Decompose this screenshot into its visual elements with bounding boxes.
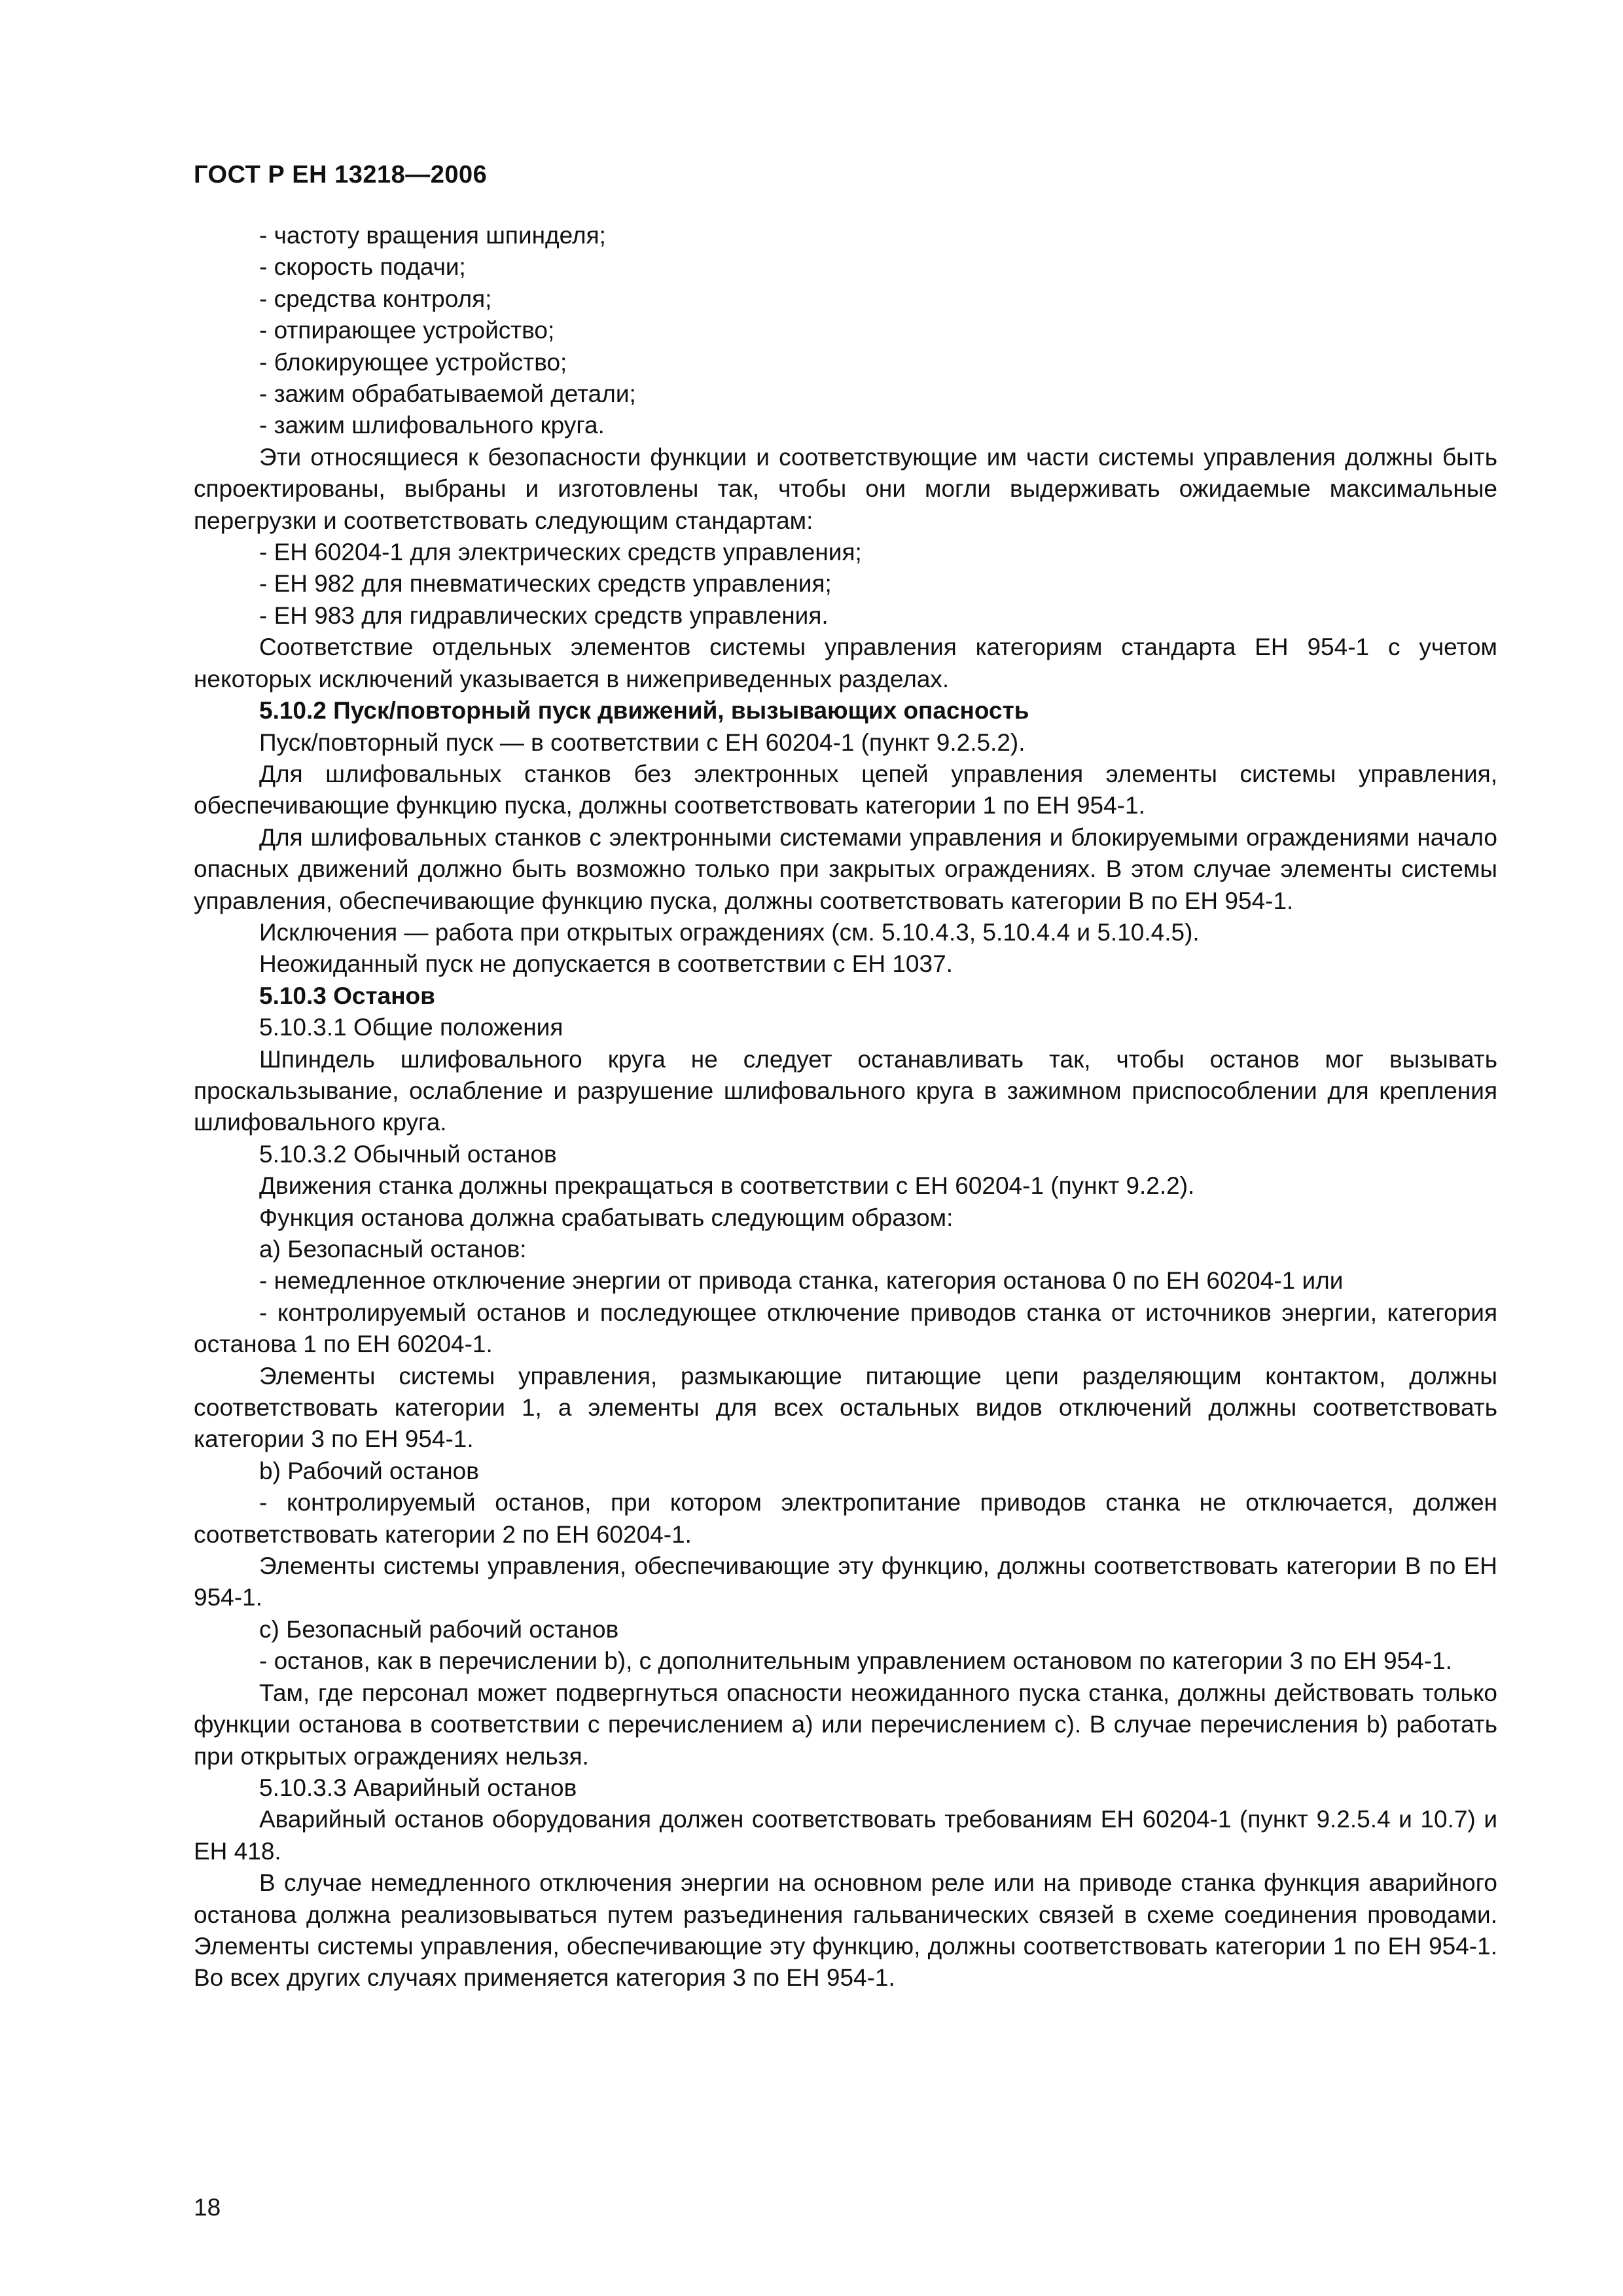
list-item: - блокирующее устройство; [259, 348, 567, 376]
list-item: - ЕН 983 для гидравлических средств управления. [259, 601, 829, 629]
list-item: - зажим обрабатываемой детали; [259, 380, 636, 408]
paragraph: Неожиданный пуск не допускается в соответствии с ЕН 1037. [259, 950, 953, 978]
paragraph: Аварийный останов оборудования должен соответствовать требованиям ЕН 60204-1 (пункт 9.2.5.4 и 10.7) и ЕН 418. [194, 1806, 1497, 1865]
paragraph: Соответствие отдельных элементов системы управления категориям стандарта ЕН 954-1 с учетом некоторых исключений указывается в нижеприведенных разделах. [194, 634, 1497, 692]
document-body [194, 220, 1497, 1994]
list-item: - ЕН 982 для пневматических средств управления; [259, 570, 832, 598]
paragraph: В случае немедленного отключения энергии на основном реле или на приводе станка функция аварийного останова должна реализовываться путем разъединения гальванических связей в схеме соединения проводами. Элементы системы управления, обеспечивающие эту функцию, должны соответствовать категории 1 по ЕН 954-1. Во всех других случаях применяется категория 3 по ЕН 954-1. [194, 1869, 1497, 1992]
paragraph: Эти относящиеся к безопасности функции и соответствующие им части системы управления должны быть спроектированы, выбраны и изготовлены так, чтобы они могли выдерживать ожидаемые максимальные перегрузки и соответствовать следующим стандартам: [194, 443, 1497, 534]
list-item: - отпирающее устройство; [259, 317, 555, 344]
list-item: - немедленное отключение энергии от привода станка, категория останова 0 по ЕН 60204-1 или [259, 1267, 1344, 1295]
subsection-heading: 5.10.3.1 Общие положения [259, 1014, 563, 1041]
list-item: - средства контроля; [259, 285, 492, 312]
list-item: а) Безопасный останов: [259, 1236, 527, 1263]
list-item: - частоту вращения шпинделя; [259, 222, 606, 249]
paragraph: Шпиндель шлифовального круга не следует останавливать так, чтобы останов мог вызывать проскальзывание, ослабление и разрушение шлифовального круга в зажимном приспособлении для крепления шлифовального круга. [194, 1045, 1497, 1136]
section-heading: 5.10.2 Пуск/повторный пуск движений, вызывающих опасность [259, 697, 1029, 725]
list-item: - останов, как в перечислении b), с дополнительным управлением остановом по категории 3 по ЕН 954-1. [259, 1647, 1452, 1675]
list-item: - ЕН 60204-1 для электрических средств управления; [259, 539, 862, 566]
paragraph: Элементы системы управления, размыкающие питающие цепи разделяющим контактом, должны соответствовать категории 1, а элементы для всех остальных видов отключений должны соответствовать категории 3 по ЕН 954-1. [194, 1362, 1497, 1453]
list-item: - скорость подачи; [259, 253, 466, 281]
list-item: - контролируемый останов, при котором электропитание приводов станка не отключается, должен соответствовать категории 2 по ЕН 60204-1. [194, 1489, 1497, 1548]
list-item: b) Рабочий останов [259, 1457, 479, 1484]
paragraph: Пуск/повторный пуск — в соответствии с ЕН 60204-1 (пункт 9.2.5.2). [259, 728, 1026, 756]
subsection-heading: 5.10.3.3 Аварийный останов [259, 1774, 577, 1801]
document-header: ГОСТ Р ЕН 13218—2006 [194, 161, 488, 188]
paragraph: Элементы системы управления, обеспечивающие эту функцию, должны соответствовать категории В по ЕН 954-1. [194, 1552, 1497, 1611]
list-item: с) Безопасный рабочий останов [259, 1615, 619, 1643]
page-number: 18 [194, 2194, 221, 2221]
paragraph: Там, где персонал может подвергнуться опасности неожиданного пуска станка, должны действовать только функции останова в соответствии с перечислением а) или перечислением с). В случае перечисления b) работать при открытых ограждениях нельзя. [194, 1679, 1497, 1770]
paragraph: Движения станка должны прекращаться в соответствии с ЕН 60204-1 (пункт 9.2.2). [259, 1172, 1195, 1200]
list-item: - контролируемый останов и последующее отключение приводов станка от источников энергии, категория останова 1 по ЕН 60204-1. [194, 1299, 1497, 1358]
paragraph: Для шлифовальных станков с электронными системами управления и блокируемыми ограждениями начало опасных движений должно быть возможно только при закрытых ограждениях. В этом случае элементы системы управления, обеспечивающие функцию пуска, должны соответствовать категории В по ЕН 954-1. [194, 823, 1497, 914]
section-heading: 5.10.3 Останов [259, 982, 435, 1009]
paragraph: Функция останова должна срабатывать следующим образом: [259, 1204, 954, 1231]
paragraph: Для шлифовальных станков без электронных цепей управления элементы системы управления, обеспечивающие функцию пуска, должны соответствовать категории 1 по ЕН 954-1. [194, 760, 1497, 819]
subsection-heading: 5.10.3.2 Обычный останов [259, 1140, 557, 1168]
paragraph: Исключения — работа при открытых ограждениях (см. 5.10.4.3, 5.10.4.4 и 5.10.4.5). [259, 918, 1200, 946]
list-item: - зажим шлифовального круга. [259, 412, 605, 439]
